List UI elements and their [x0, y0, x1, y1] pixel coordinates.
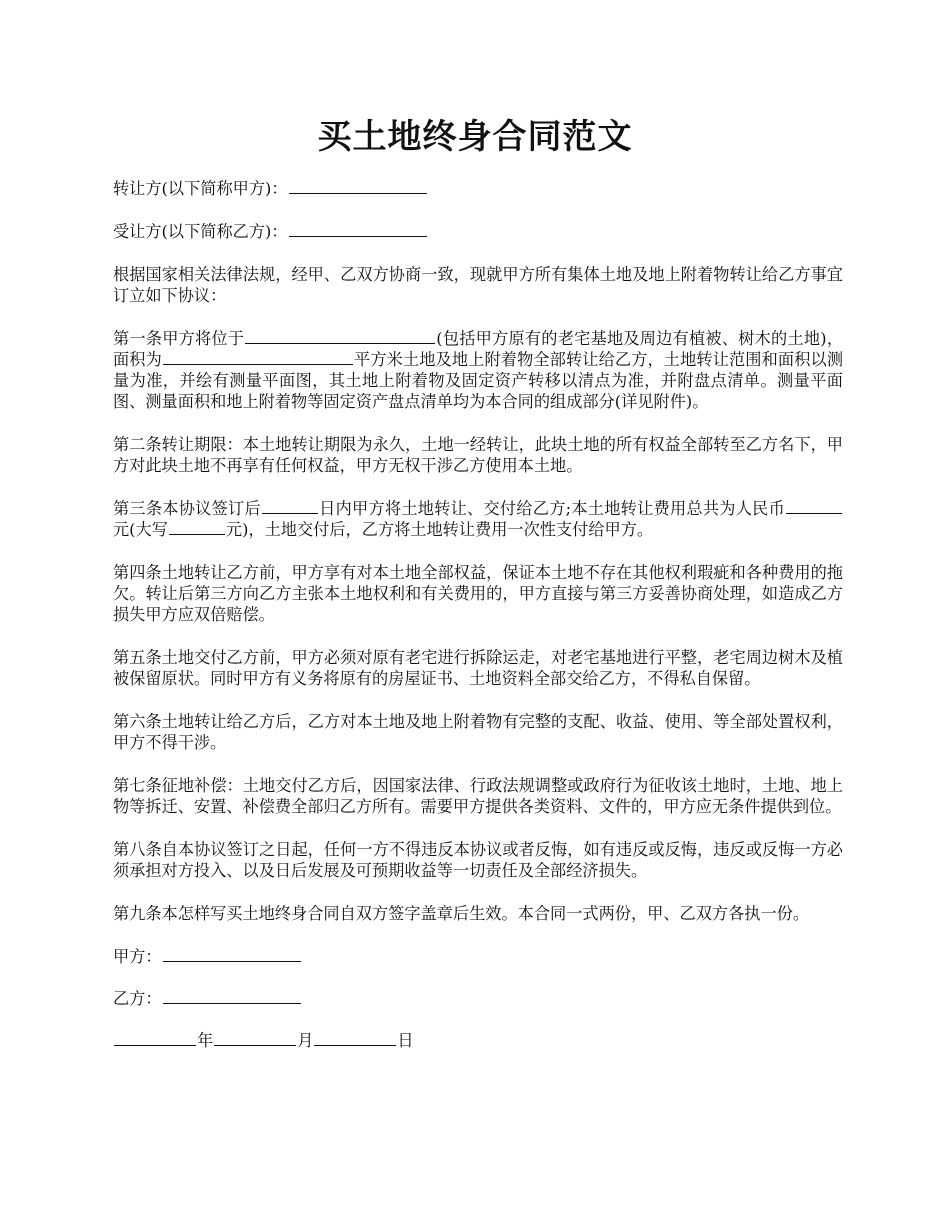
article-9: 第九条本怎样写买土地终身合同自双方签字盖章后生效。本合同一式两份，甲、乙双方各执一份。 — [113, 904, 810, 923]
article-5: 第五条土地交付乙方前，甲方必须对原有老宅进行拆除运走，对老宅基地进行平整，老宅周边树木及植被保留原状。同时甲方有义务将原有的房屋证书、土地资料全部交给乙方，不得私自保留。 — [113, 648, 843, 688]
article-6: 第六条土地转让给乙方后，乙方对本土地及地上附着物有完整的支配、收益、使用、等全部处置权利，甲方不得干涉。 — [113, 712, 843, 752]
area-blank — [163, 363, 353, 365]
signature-a-blank — [163, 960, 301, 962]
article-1 — [113, 328, 843, 412]
article-1-prefix: 第一条甲方将位于 — [113, 329, 245, 348]
article-2: 第二条转让期限：本土地转让期限为永久，土地一经转让，此块土地的所有权益全部转至乙方名下，甲方对此块土地不再享有任何权益，甲方无权干涉乙方使用本土地。 — [113, 435, 843, 475]
month-blank — [214, 1044, 296, 1046]
day-blank — [314, 1044, 396, 1046]
signature-b-blank — [163, 1002, 301, 1004]
document-body — [113, 178, 843, 1051]
article-3-prefix: 第三条本协议签订后 — [113, 499, 261, 518]
date-line — [113, 1030, 843, 1051]
article-7: 第七条征地补偿：土地交付乙方后，因国家法律、行政法规调整或政府行为征收该土地时，土地、地上物等拆迁、安置、补偿费全部归乙方所有。需要甲方提供各类资料、文件的，甲方应无条件提供到位。 — [113, 776, 843, 816]
party-b-line — [113, 221, 843, 242]
article-1-mid1: (包括甲方原有的老宅基地及周边有植被、树木的土地)，面积为 — [113, 329, 844, 369]
party-a-line — [113, 178, 843, 199]
amount-blank — [786, 512, 842, 514]
location-blank — [245, 342, 435, 344]
amount-words-blank — [169, 533, 225, 535]
party-b-blank — [289, 235, 427, 237]
article-4: 第四条土地转让乙方前，甲方享有对本土地全部权益，保证本土地不存在其他权利瑕疵和各种费用的拖欠。转让后第三方向乙方主张本土地权利和有关费用的，甲方直接与第三方妥善协商处理，如造成乙方损失甲方应双倍赔偿。 — [113, 563, 843, 624]
article-3-suffix: 元)，土地交付后，乙方将土地转让费用一次性支付给甲方。 — [225, 520, 654, 539]
article-8: 第八条自本协议签订之日起，任何一方不得违反本协议或者反悔，如有违反或反悔，违反或反悔一方必须承担对方投入、以及日后发展及可预期收益等一切责任及全部经济损失。 — [113, 840, 843, 880]
signature-b-line — [113, 988, 843, 1009]
signature-a-line — [113, 946, 843, 967]
signature-a-label: 甲方： — [113, 947, 162, 966]
year-label: 年 — [197, 1031, 214, 1050]
intro-paragraph: 根据国家相关法律法规，经甲、乙双方协商一致，现就甲方所有集体土地及地上附着物转让给乙方事宜订立如下协议： — [113, 265, 843, 305]
article-1-mid2: 平方米土地及地上附着物全部转让给乙方，土地转让范围和面积以测量为准，并绘有测量平面图，其土地上附着物及固定资产转移以清点为准，并附盘点清单。测量平面图、测量面积和地上附着物等固定资产盘点清单均为本合同的组成部分(详见附件)。 — [113, 350, 844, 411]
party-a-blank — [289, 192, 427, 194]
document-title: 买土地终身合同范文 — [317, 117, 633, 157]
signature-b-label: 乙方： — [113, 989, 162, 1008]
article-3 — [113, 498, 843, 540]
party-a-label: 转让方(以下简称甲方)： — [113, 179, 288, 198]
article-3-mid1: 日内甲方将土地转让、交付给乙方;本土地转让费用总共为人民币 — [318, 499, 785, 518]
month-label: 月 — [297, 1031, 314, 1050]
year-blank — [114, 1044, 196, 1046]
article-3-mid2: 元(大写 — [113, 520, 168, 539]
days-blank — [262, 512, 318, 514]
day-label: 日 — [397, 1031, 414, 1050]
party-b-label: 受让方(以下简称乙方)： — [113, 222, 288, 241]
